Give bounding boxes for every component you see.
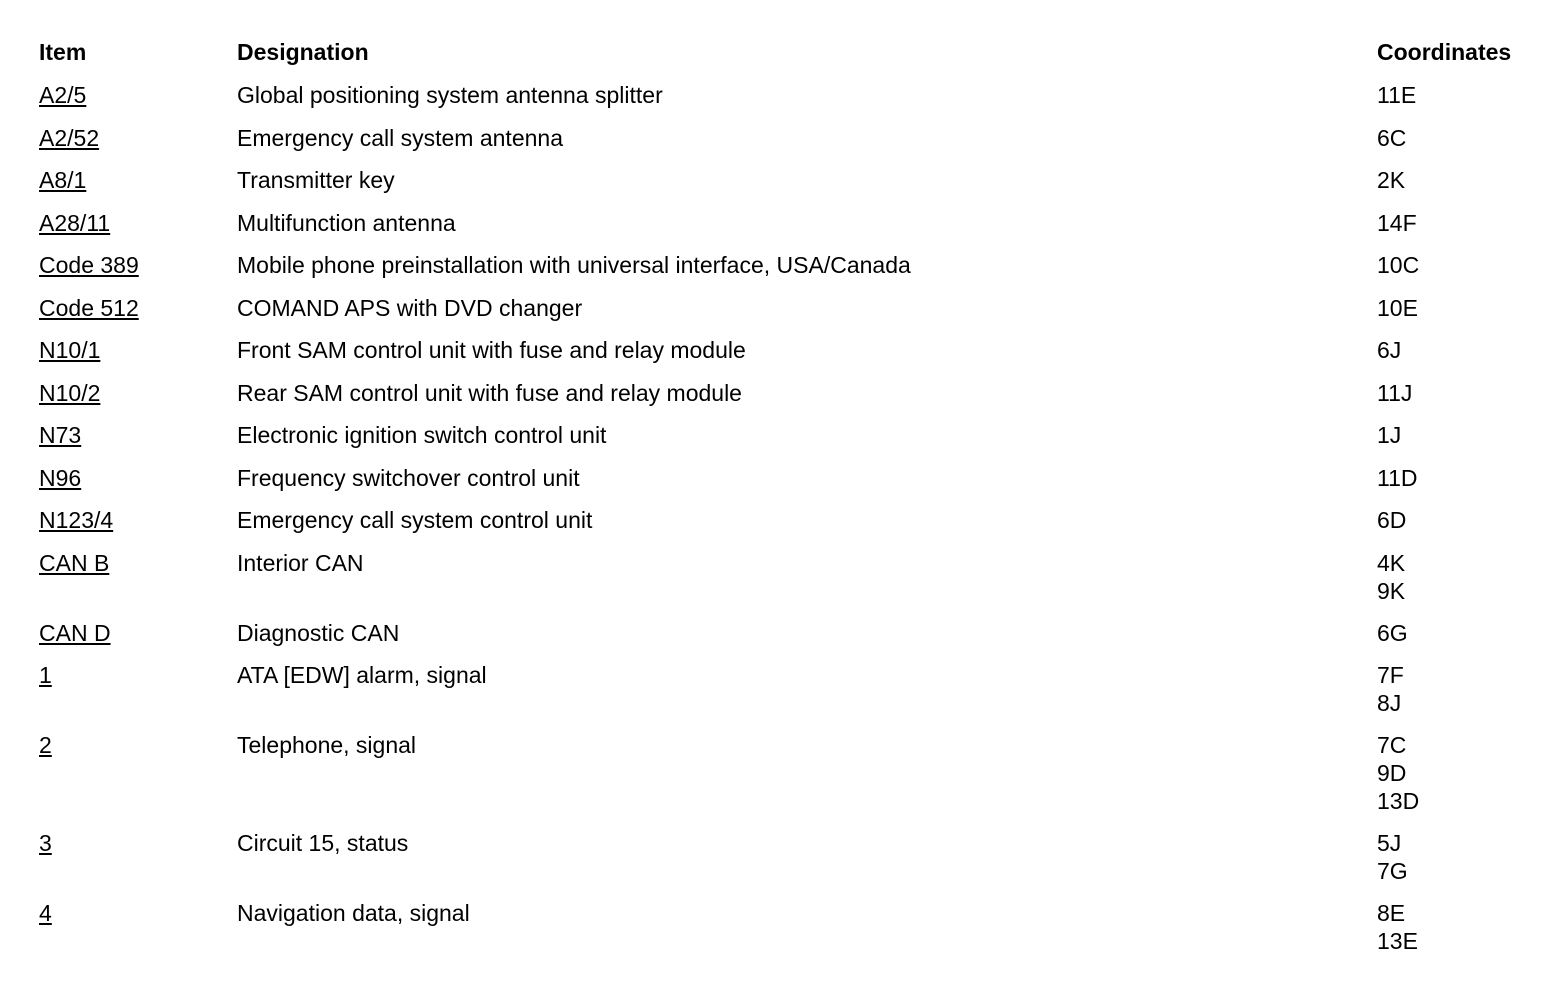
table-row [39,464,1539,507]
coordinate-value: 9K [1377,577,1406,604]
coordinate-value: 7C [1377,732,1407,758]
coordinates-cell [1377,661,1539,717]
coordinates-cell [1377,124,1539,152]
coordinate-value: 5J [1377,830,1402,856]
designation-cell: Interior CAN [237,549,364,576]
designation-cell: Transmitter key [237,167,395,193]
coordinate-value: 2K [1377,167,1406,193]
table-row [39,336,1539,379]
coordinates-cell [1377,731,1539,815]
designation-cell: Frequency switchover control unit [237,464,580,491]
table-row [39,379,1539,422]
item-link[interactable]: Code 512 [39,294,139,321]
table-row [39,731,1539,829]
item-cell [39,336,237,364]
coordinates-cell [1377,829,1539,885]
item-link[interactable]: Code 389 [39,252,139,278]
item-cell [39,661,237,689]
item-cell [39,899,237,927]
coordinate-value: 14F [1377,209,1417,236]
coordinates-cell [1377,619,1539,647]
item-link[interactable]: N73 [39,422,82,448]
item-link[interactable]: 2 [39,732,52,758]
coordinate-value: 6G [1377,619,1408,646]
item-cell [39,731,237,759]
item-cell [39,294,237,322]
coordinates-cell [1377,251,1539,279]
coordinates-cell [1377,421,1539,449]
table-row [39,421,1539,464]
coordinates-cell [1377,506,1539,534]
coordinates-cell [1377,209,1539,237]
header-item: Item [39,39,87,65]
legend-table [39,38,1539,969]
coordinates-cell [1377,294,1539,322]
coordinates-cell [1377,899,1539,955]
coordinates-cell [1377,336,1539,364]
designation-cell: Emergency call system antenna [237,124,563,151]
item-cell [39,124,237,152]
designation-cell: COMAND APS with DVD changer [237,294,583,321]
coordinate-value: 8J [1377,690,1402,716]
item-link[interactable]: A28/11 [39,209,111,236]
item-cell [39,829,237,857]
coordinate-value: 13D [1377,788,1420,814]
item-link[interactable]: 4 [39,900,52,926]
table-row [39,294,1539,337]
header-coordinates: Coordinates [1377,39,1512,65]
item-cell [39,549,237,577]
coordinate-value: 4K [1377,549,1406,576]
item-cell [39,209,237,237]
coordinate-value: 10E [1377,294,1418,321]
designation-cell: ATA [EDW] alarm, signal [237,662,487,688]
designation-cell: Telephone, signal [237,732,417,758]
coordinate-value: 11E [1377,82,1417,108]
coordinate-value: 11D [1377,464,1418,491]
item-link[interactable]: CAN D [39,619,111,646]
item-link[interactable]: CAN B [39,549,110,576]
coordinates-cell [1377,379,1539,407]
item-link[interactable]: A2/5 [39,82,87,108]
coordinate-value: 11J [1377,379,1413,406]
item-link[interactable]: 3 [39,830,52,856]
item-cell [39,619,237,647]
designation-cell: Mobile phone preinstallation with universal interface, USA/Canada [237,252,911,278]
designation-cell: Global positioning system antenna splitter [237,82,663,108]
coordinate-value: 10C [1377,252,1420,278]
coordinate-value: 1J [1377,422,1402,448]
item-link[interactable]: N10/1 [39,337,101,363]
item-cell [39,251,237,279]
coordinate-value: 13E [1377,928,1418,954]
designation-cell: Front SAM control unit with fuse and relay module [237,337,746,363]
designation-cell: Diagnostic CAN [237,619,400,646]
coordinate-value: 8E [1377,900,1406,926]
item-cell [39,506,237,534]
item-link[interactable]: A2/52 [39,124,100,151]
designation-cell: Emergency call system control unit [237,507,593,533]
coordinate-value: 6D [1377,507,1407,533]
coordinate-value: 7F [1377,662,1404,688]
item-cell [39,421,237,449]
designation-cell: Circuit 15, status [237,830,409,856]
item-cell [39,166,237,194]
header-designation: Designation [237,39,369,65]
table-row [39,661,1539,731]
table-row [39,124,1539,167]
coordinate-value: 6C [1377,124,1407,151]
table-body [39,81,1539,969]
item-cell [39,81,237,109]
coordinates-cell [1377,464,1539,492]
coordinates-cell [1377,81,1539,109]
table-row [39,549,1539,619]
item-link[interactable]: N123/4 [39,507,114,533]
table-row [39,899,1539,969]
designation-cell: Navigation data, signal [237,900,470,926]
item-cell [39,464,237,492]
table-row [39,166,1539,209]
coordinate-value: 6J [1377,337,1402,363]
table-row [39,251,1539,294]
item-cell [39,379,237,407]
item-link[interactable]: 1 [39,662,52,688]
item-link[interactable]: N96 [39,464,82,491]
coordinates-cell [1377,549,1539,605]
table-header [39,38,1539,81]
coordinate-value: 9D [1377,760,1407,786]
table-row [39,619,1539,662]
table-row [39,829,1539,899]
table-row [39,506,1539,549]
table-row [39,81,1539,124]
designation-cell: Multifunction antenna [237,209,456,236]
item-link[interactable]: A8/1 [39,167,87,193]
table-row [39,209,1539,252]
coordinate-value: 7G [1377,858,1408,884]
coordinates-cell [1377,166,1539,194]
designation-cell: Electronic ignition switch control unit [237,422,607,448]
designation-cell: Rear SAM control unit with fuse and relay module [237,379,742,406]
item-link[interactable]: N10/2 [39,379,101,406]
